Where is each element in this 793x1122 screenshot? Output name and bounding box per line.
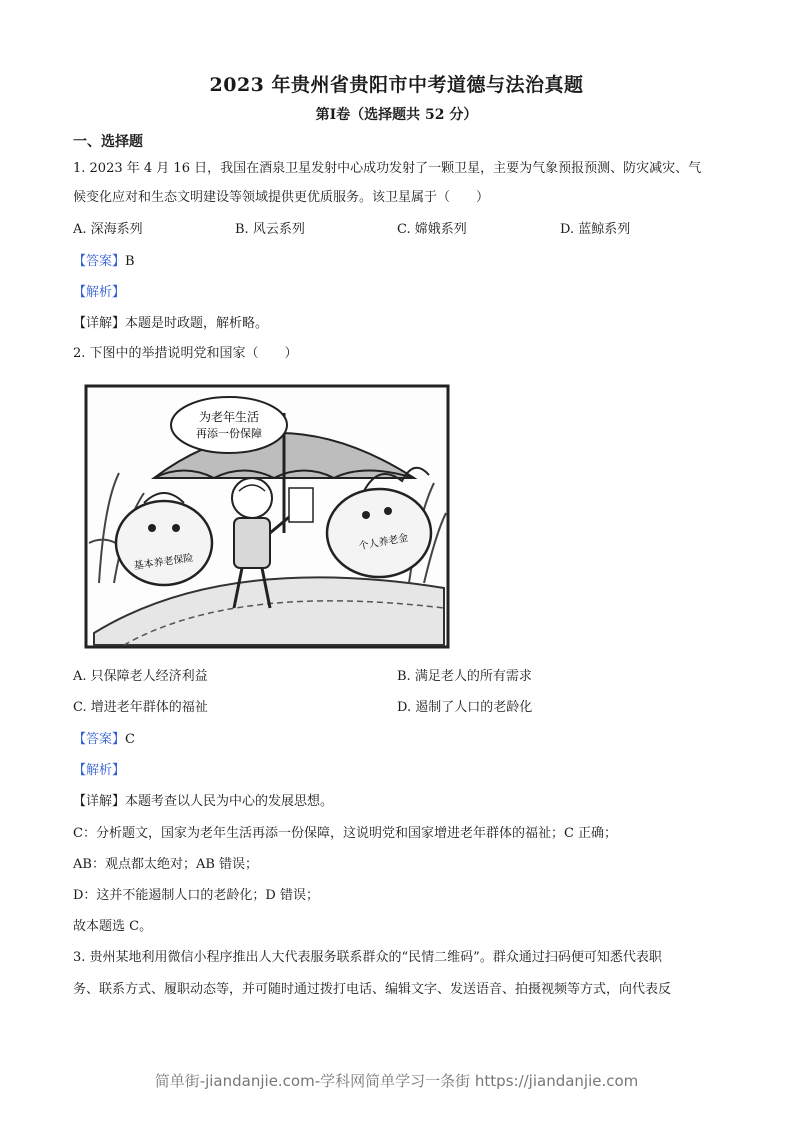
answer-value: B xyxy=(125,254,135,269)
q2-stem: 2. 下图中的举措说明党和国家（ ） xyxy=(73,346,298,361)
answer-value: C xyxy=(125,732,135,747)
answer-tag: 【答案】 xyxy=(73,732,126,747)
q1-stem-line2: 候变化应对和生态文明建设等领域提供更优质服务。该卫星属于（ ） xyxy=(73,190,490,205)
q1-option-b: B. 风云系列 xyxy=(235,222,305,237)
cartoon-bag-right-label: 个人养老金 xyxy=(357,532,410,553)
q3-stem-line2: 务、联系方式、履职动态等，并可随时通过拨打电话、编辑文字、发送语音、拍摄视频等方式，向代表反 xyxy=(73,982,672,997)
q1-stem-line1: 1. 2023 年 4 月 16 日，我国在酒泉卫星发射中心成功发射了一颗卫星，主要为气象预报预测、防灾减灾、气 xyxy=(73,161,702,176)
q1-option-a: A. 深海系列 xyxy=(73,222,143,237)
q3-stem-line1: 3. 贵州某地利用微信小程序推出人大代表服务联系群众的“民情二维码”。群众通过扫码便可知悉代表职 xyxy=(73,950,662,965)
cartoon-speech-line1: 为老年生活 xyxy=(198,410,260,424)
elderly-pension-cartoon xyxy=(84,383,450,649)
q2-analysis-line2: AB：观点都太绝对；AB 错误； xyxy=(73,857,259,872)
q2-option-b: B. 满足老人的所有需求 xyxy=(397,669,532,684)
q2-analysis-line3: D：这并不能遏制人口的老龄化；D 错误； xyxy=(73,888,319,903)
page-footer: 简单街-jiandanjie.com-学科网简单学习一条街 https://jiandanjie.com xyxy=(154,1072,639,1090)
q2-detail: 【详解】本题考查以人民为中心的发展思想。 xyxy=(73,794,334,809)
q2-option-a: A. 只保障老人经济利益 xyxy=(73,669,208,684)
q2-answer xyxy=(73,731,135,749)
cartoon-speech-line2: 再添一份保障 xyxy=(196,427,262,440)
q1-option-d: D. 蓝鲸系列 xyxy=(560,222,631,237)
cartoon-bag-left-label: 基本养老保险 xyxy=(133,552,195,573)
q2-analysis-line4: 故本题选 C。 xyxy=(73,919,153,934)
page-subtitle: 第Ⅰ卷（选择题共 52 分） xyxy=(315,107,478,123)
q2-option-c: C. 增进老年群体的福祉 xyxy=(73,700,208,715)
q2-option-d: D. 遏制了人口的老龄化 xyxy=(397,700,533,715)
q2-analysis-line1: C：分析题文，国家为老年生活再添一份保障，这说明党和国家增进老年群体的福祉；C 正确； xyxy=(73,826,618,841)
q1-detail: 【详解】本题是时政题，解析略。 xyxy=(73,316,269,331)
q2-analysis-tag: 【解析】 xyxy=(73,763,126,778)
page-title: 2023 年贵州省贵阳市中考道德与法治真题 xyxy=(209,74,584,96)
q1-answer xyxy=(73,253,135,271)
q1-option-c: C. 嫦娥系列 xyxy=(397,222,467,237)
answer-tag: 【答案】 xyxy=(73,254,126,269)
q1-analysis-tag: 【解析】 xyxy=(73,285,126,300)
section-heading: 一、选择题 xyxy=(73,134,143,150)
